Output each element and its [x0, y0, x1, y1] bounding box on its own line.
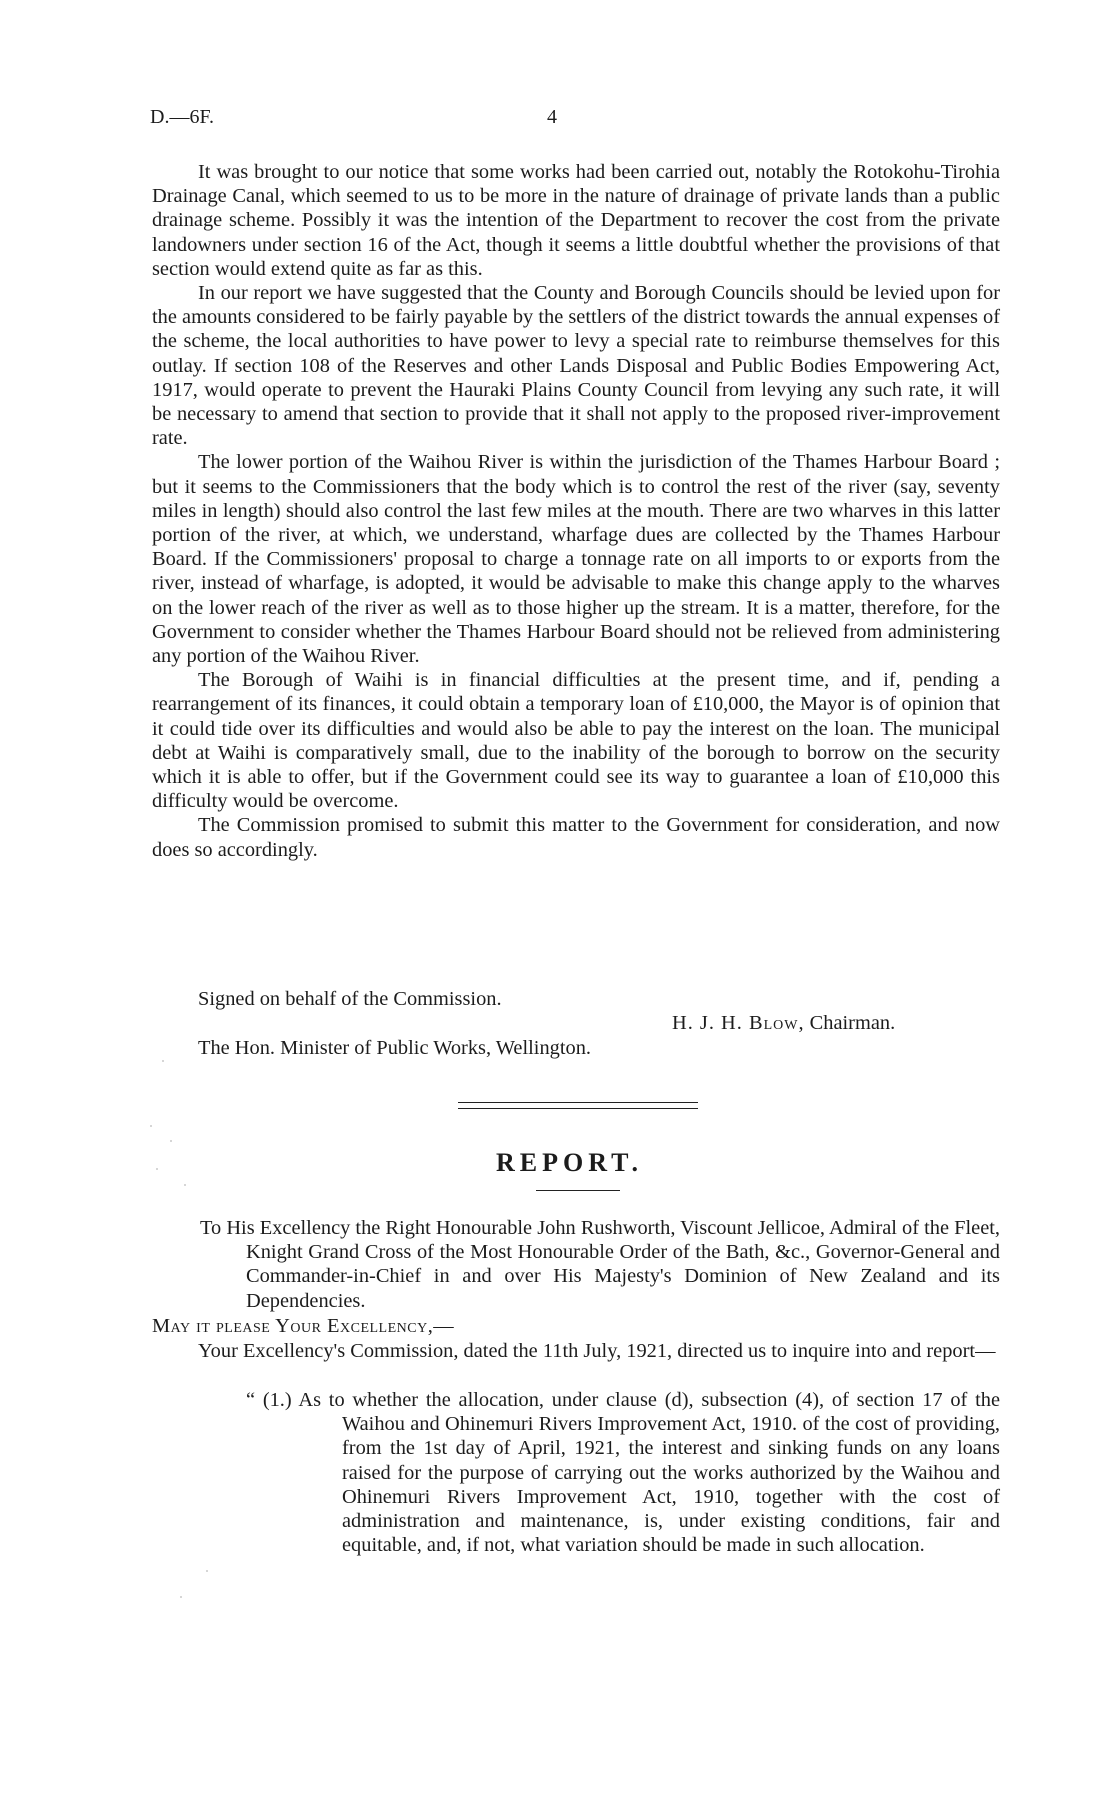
scan-speck: [150, 1125, 152, 1127]
clause-one: [246, 1388, 1000, 1557]
salutation-text: May it please Your Excellency,—: [152, 1315, 455, 1337]
scan-speck: [156, 1168, 158, 1170]
scan-speck: [184, 1184, 186, 1186]
commission-paragraph-block: [152, 1339, 1000, 1363]
report-heading: REPORT.: [496, 1148, 643, 1177]
signed-on-behalf-line: Signed on behalf of the Commission.: [198, 988, 502, 1010]
commission-paragraph: Your Excellency's Commission, dated the 11th July, 1921, directed us to inquire into and report—: [198, 1340, 996, 1362]
clause-one-text: “ (1.) As to whether the allocation, under clause (d), subsection (4), of section 17 of the Waihou and Ohinemuri Rivers Improvement Act, 1910. of the cost of providing, from the 1st day of April, 1921, the interest and sinking funds on any loans raised for the purpose of carrying out the works authorized by the Waihou and Ohinemuri Rivers Improvement Act, 1910, together with the cost of administration and maintenance, is, under existing conditions, fair and equitable, and, if not, what variation should be made in such allocation.: [246, 1389, 1000, 1557]
addressee-line: The Hon. Minister of Public Works, Wellington.: [198, 1037, 591, 1059]
letter-body: [152, 160, 1000, 862]
scan-speck: [180, 1596, 182, 1598]
heading-underline: [536, 1190, 620, 1191]
paragraph-harbour-board: The lower portion of the Waihou River is within the jurisdiction of the Thames Harbour Board ; but it seems to the Commissioners that the body which is to control the rest of the river (say, seventy miles in length) should also control the last few miles at the mouth. There are two wharves in this latter portion of the river, at which, we understand, wharfage dues are collected by the Thames Harbour Board. If the Commissioners' proposal to charge a tonnage rate on all imports to or exports from the river, instead of wharfage, is adopted, it would be advisable to make this change apply to the wharves on the lower reach of the river as well as to those higher up the stream. It is a matter, therefore, for the Government to consider whether the Thames Harbour Board should not be relieved from administering any portion of the Waihou River.: [152, 451, 1000, 668]
scan-speck: [162, 1060, 164, 1062]
paragraph-waihi-borough: The Borough of Waihi is in financial difficulties at the present time, and if, pending a rearrangement of its finances, it could obtain a temporary loan of £10,000, the Mayor is of opinion that it could tide over its difficulties and would also be able to pay the interest on the loan. The municipal debt at Waihi is comparatively small, due to the inability of the borough to borrow on the security which it is able to offer, but if the Government could see its way to guarantee a loan of £10,000 this difficulty would be overcome.: [152, 669, 1000, 813]
address-text: To His Excellency the Right Honourable John Rushworth, Viscount Jellicoe, Admiral of the Fleet, Knight Grand Cross of the Most Honourable Order of the Bath, &c., Governor-General and Commander-in-Chief in and over His Majesty's Dominion of New Zealand and its Dependencies.: [200, 1217, 1001, 1312]
paragraph-levy-rate: In our report we have suggested that the County and Borough Councils should be levied upon for the amounts considered to be fairly payable by the settlers of the district towards the annual expenses of the scheme, the local authorities to have power to levy a special rate to reimburse themselves for this outlay. If section 108 of the Reserves and other Lands Disposal and Public Bodies Empowering Act, 1917, would operate to prevent the Hauraki Plains County Council from levying any such rate, it will be necessary to amend that section to provide that it shall not apply to the proposed river-improvement rate.: [152, 282, 1000, 450]
report-address: [200, 1216, 1000, 1313]
chairman-title: Chairman.: [809, 1012, 896, 1034]
section-divider: [458, 1102, 698, 1109]
salutation: [152, 1315, 454, 1338]
paragraph-drainage-canal: It was brought to our notice that some works had been carried out, notably the Rotokohu-Tirohia Drainage Canal, which seemed to us to be more in the nature of drainage of private lands than a public drainage scheme. Possibly it was the intention of the Department to recover the cost from the private landowners under section 16 of the Act, though it seems a little doubtful whether the provisions of that section would extend quite as far as this.: [152, 161, 1000, 280]
scan-speck: [206, 1570, 208, 1572]
document-reference: D.—6F.: [150, 106, 214, 128]
scan-speck: [170, 1140, 172, 1142]
chairman-signature: [672, 1012, 895, 1035]
page-header: [150, 106, 1000, 132]
page-number: 4: [547, 106, 557, 128]
chairman-name: H. J. H. Blow,: [672, 1012, 805, 1034]
paragraph-commission-promise: The Commission promised to submit this matter to the Government for consideration, and now does so accordingly.: [152, 814, 1000, 861]
